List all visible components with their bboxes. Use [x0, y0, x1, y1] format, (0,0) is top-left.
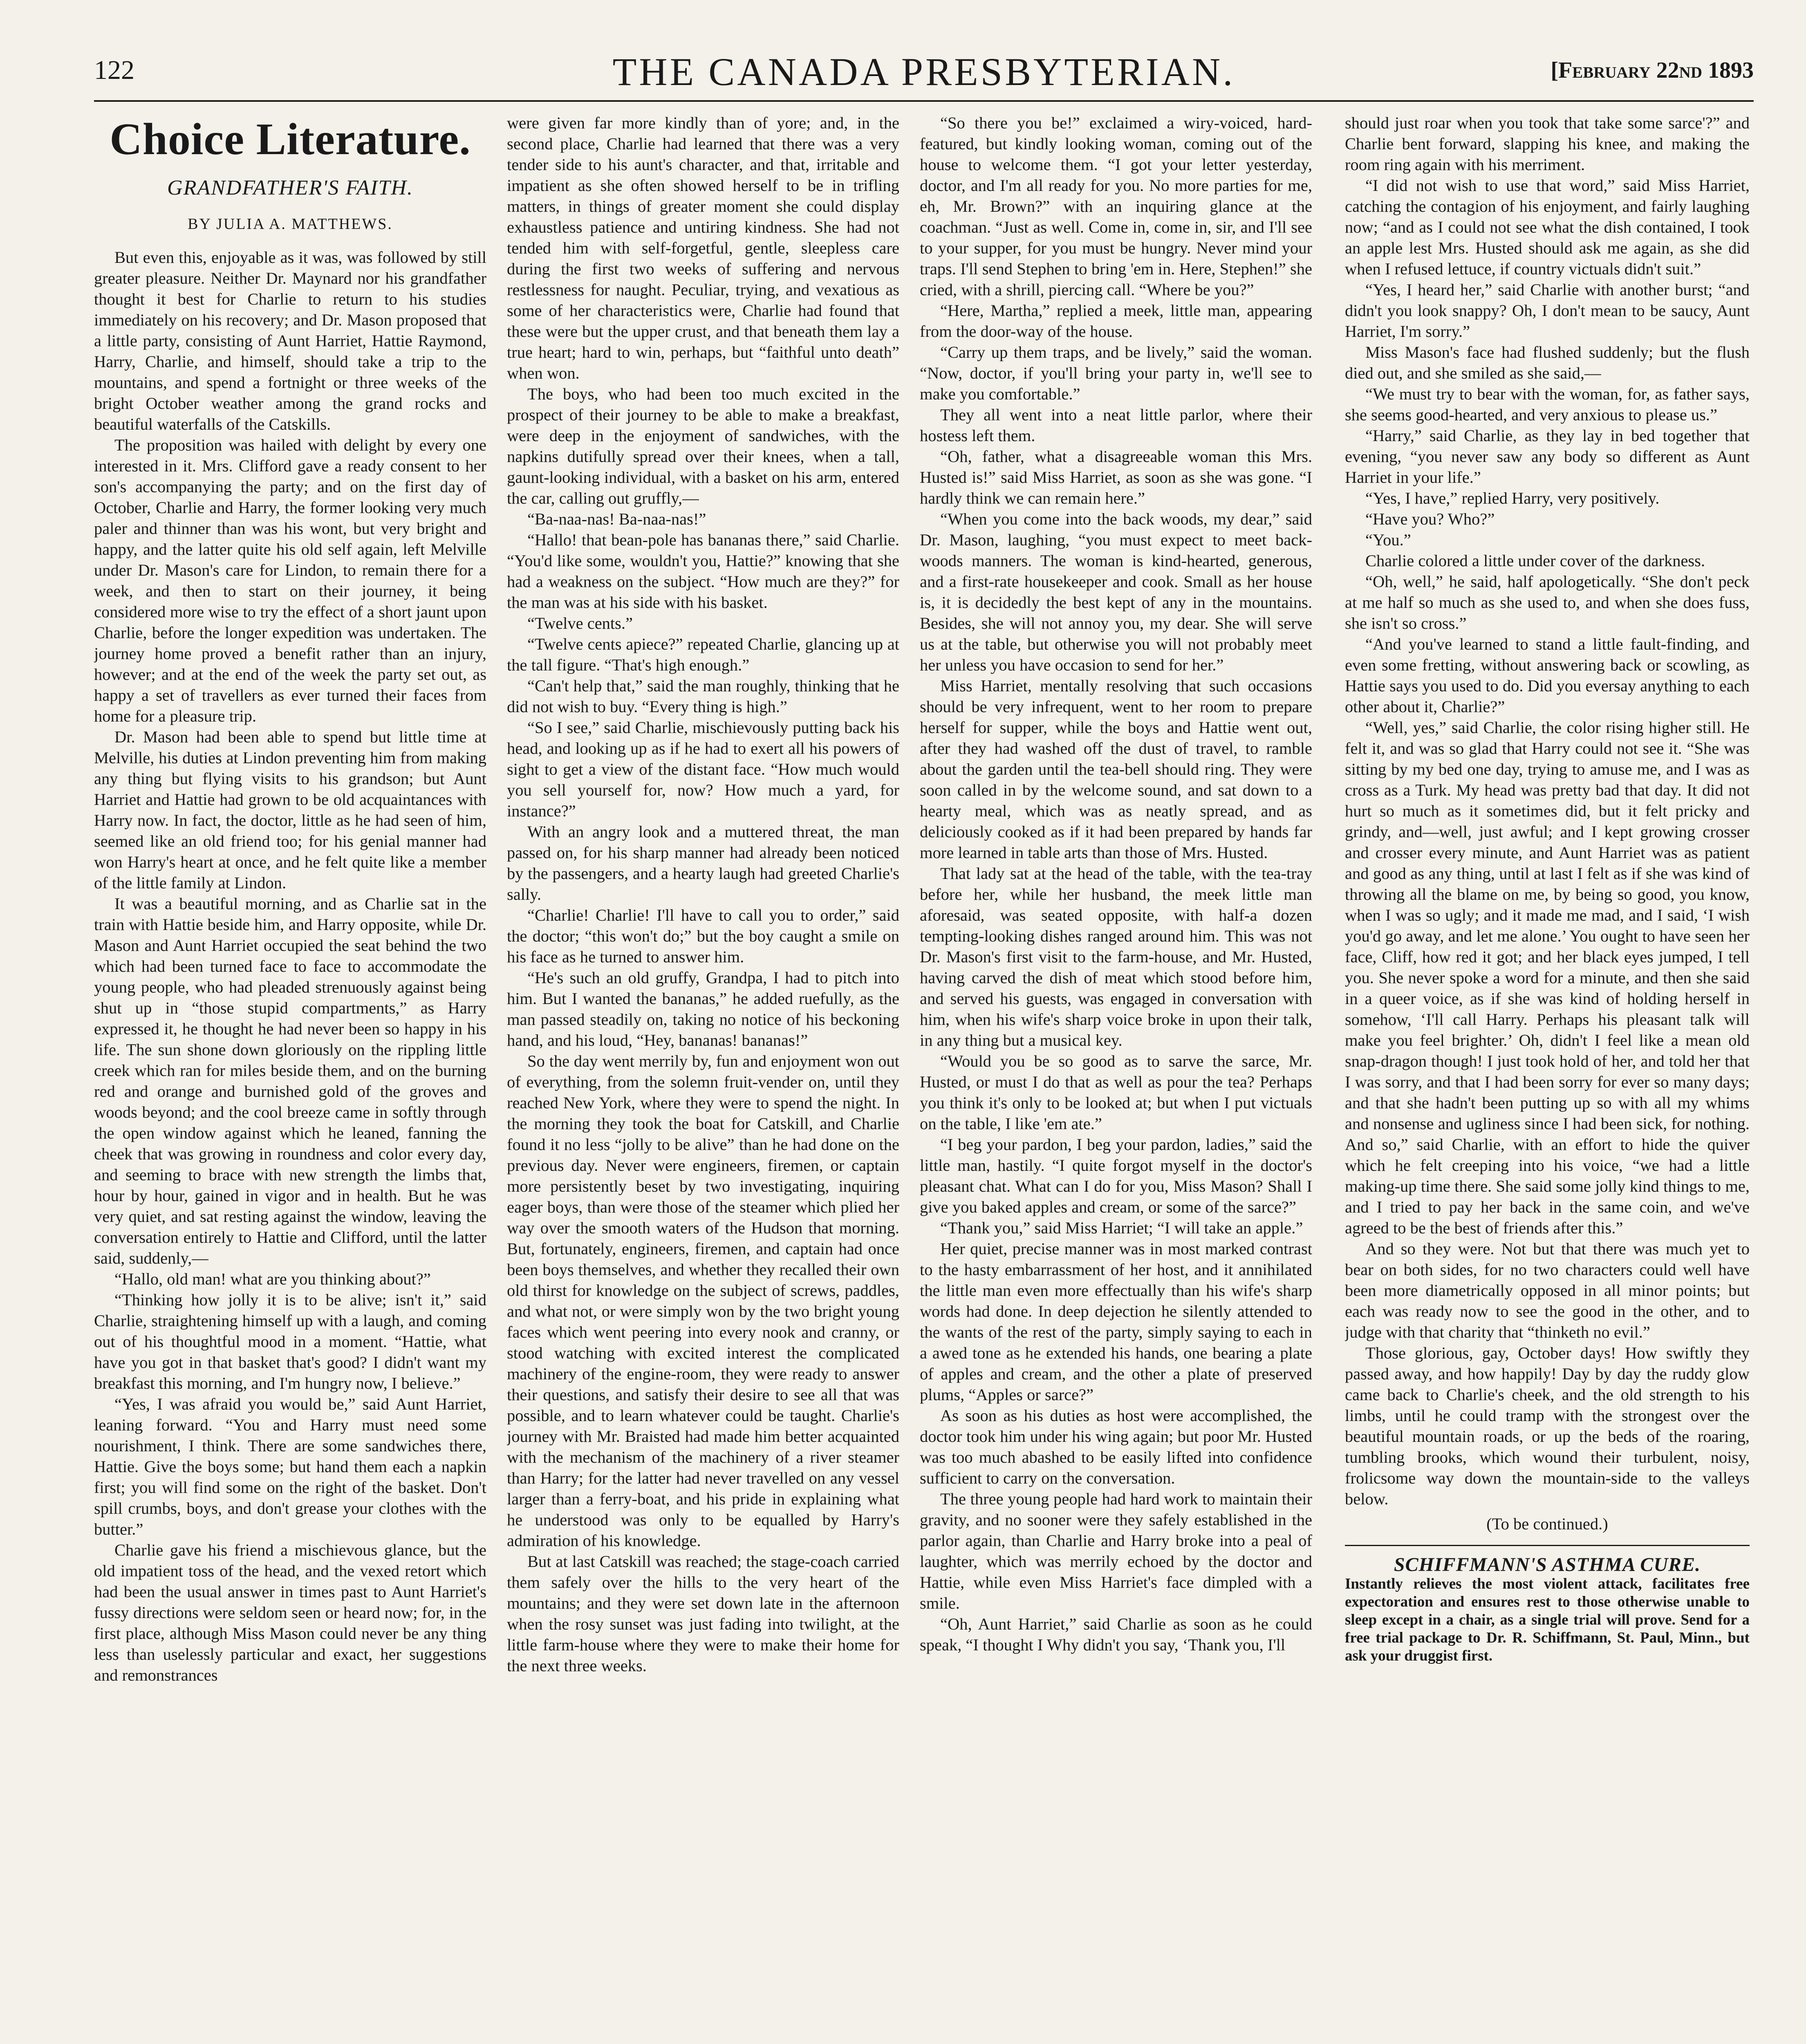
masthead-rule [94, 100, 1754, 102]
column-2 [507, 112, 899, 2044]
paragraph: As soon as his duties as host were accomplished, the doctor took him under his wing again; but poor Mr. Husted was too much abashed to be easily lifted into confidence sufficient to carry on the conversation. [920, 1406, 1312, 1487]
paragraph: “Would you be so good as to sarve the sarce, Mr. Husted, or must I do that as well as pour the tea? Perhaps you think it's only to be looked at; but when I put victuals on the table, I like 'em ate.” [920, 1052, 1312, 1133]
paragraph: The three young people had hard work to maintain their gravity, and no sooner were they safely established in the parlor again, than Charlie and Harry broke into a peal of laughter, which was merrily echoed by the doctor and Hattie, while even Miss Harriet's face dimpled with a smile. [920, 1490, 1312, 1612]
paragraph: With an angry look and a muttered threat, the man passed on, for his sharp manner had already been noticed by the passengers, and a hearty laugh had greeted Charlie's sally. [507, 823, 899, 903]
masthead [94, 49, 1754, 98]
paragraph: “Thinking how jolly it is to be alive; isn't it,” said Charlie, straightening himself up with a laugh, and coming out of his thoughtful mood in a moment. “Hattie, what have you got in that basket that's good? I didn't want my breakfast this morning, and I'm hungry now, I believe.” [94, 1291, 486, 1392]
paragraph: “Hallo! that bean-pole has bananas there,” said Charlie. “You'd like some, wouldn't you, Hattie?” knowing that she had a weakness on the subject. “How much are they?” for the man was at his side with his basket. [507, 531, 899, 612]
paragraph: “You.” [1365, 531, 1411, 549]
paragraph: The proposition was hailed with delight by every one interested in it. Mrs. Clifford gave a ready consent to her son's accompanying the party; and on the first day of October, Charlie and Harry, the former looking very much paler and thinner than was his wont, but very bright and happy, and the latter quite his old self again, left Melville under Dr. Mason's care for Lindon, to remain there for a week, and then to start on their journey, it being considered more wise to try the effect of a short jaunt upon Charlie, before the longer expedition was undertaken. The journey home proved a benefit rather than an injury, however; and at the end of the week the party set out, as happy a set of travellers as ever turned their faces from home for a pleasure trip. [94, 436, 486, 725]
to-be-continued: (To be continued.) [1486, 1515, 1608, 1533]
story-title: GRANDFATHER'S FAITH. [167, 176, 413, 199]
paragraph: The boys, who had been too much excited in the prospect of their journey to be able to make a breakfast, were deep in the enjoyment of sandwiches, with the napkins dutifully spread over their knees, when a tall, gaunt-looking individual, with a basket on his arm, entered the car, calling out gruffly,— [507, 385, 899, 507]
paragraph: Those glorious, gay, October days! How swiftly they passed away, and how happily! Day by day the ruddy glow came back to Charlie's cheek, and the old strength to his limbs, until he could tramp with the strongest over the beautiful mountain roads, or up the beds of the roaring, tumbling brooks, which wound their turbulent, noisy, frolicsome way down the mountain-side to the valleys below. [1345, 1344, 1750, 1508]
advert-title: SCHIFFMANN'S ASTHMA CURE. [1394, 1554, 1701, 1576]
column-3 [920, 112, 1312, 2044]
paragraph: But at last Catskill was reached; the stage-coach carried them safely over the hills to the very heart of the mountains; and they were set down late in the afternoon when the rosy sunset was just fading into twilight, at the little farm-house where they were to make their home for the next three weeks. [507, 1552, 899, 1675]
paragraph: “Charlie! Charlie! I'll have to call you to order,” said the doctor; “this won't do;” but the boy caught a smile on his face as he turned to answer him. [507, 906, 899, 966]
paragraph: But even this, enjoyable as it was, was followed by still greater pleasure. Neither Dr. Maynard nor his grandfather thought it best for Charlie to return to his studies immediately on his recovery; and Dr. Mason proposed that a little party, consisting of Aunt Harriet, Hattie Raymond, Harry, Charlie, and himself, should take a trip to the mountains, and spend a fortnight or three weeks of the bright October weather among the grand rocks and beautiful waterfalls of the Catskills. [94, 248, 486, 433]
paragraph: And so they were. Not but that there was much yet to bear on both sides, for no two characters could well have been more diametrically opposed in all minor points; but each was ready now to see the good in the other, and to judge with that charity that “thinketh no evil.” [1345, 1239, 1750, 1341]
story-byline: BY JULIA A. MATTHEWS. [188, 215, 393, 233]
paragraph: “I did not wish to use that word,” said Miss Harriet, catching the contagion of his enjoyment, and fairly laughing now; “and as I could not see what the dish contained, I took an apple lest Mrs. Husted should ask me again, as she did when I refused lettuce, if country victuals didn't suit.” [1345, 176, 1750, 278]
paragraph: Charlie colored a little under cover of the darkness. [1365, 551, 1705, 570]
column-1 [94, 112, 486, 2044]
paragraph: Miss Mason's face had flushed suddenly; but the flush died out, and she smiled as she said,— [1345, 343, 1750, 382]
advert-body: Instantly relieves the most violent attack, facilitates free expectoration and ensures rest to those otherwise unable to sleep except in a chair, as a single trial will prove. Send for a free trial package to Dr. R. Schiffmann, St. Paul, Minn., but ask your druggist first. [1345, 1576, 1750, 1664]
paragraph: Her quiet, precise manner was in most marked contrast to the hasty embarrassment of her host, and it annihilated the little man even more effectually than his wife's sharp words had done. In deep dejection he silently attended to the wants of the rest of the party, simply saying to each in a awed tone as he extended his hands, one bearing a plate of apples and cream, and the other a plate of preserved plums, “Apples or sarce?” [920, 1239, 1312, 1404]
paragraph: “Thank you,” said Miss Harriet; “I will take an apple.” [940, 1219, 1303, 1237]
paragraph: “And you've learned to stand a little fault-finding, and even some fretting, without answering back or scowling, as Hattie says you used to do. Did you eversay anything to each other about it, Charlie?” [1345, 635, 1750, 716]
paragraph: “Here, Martha,” replied a meek, little man, appearing from the door-way of the house. [920, 301, 1312, 341]
paragraph: were given far more kindly than of yore; and, in the second place, Charlie had learned that there was a very tender side to his aunt's character, and that, irritable and impatient as she often showed herself to be in trifling matters, in things of greater moment she could display exhaustless patience and untiring kindness. She had not tended him with self-forgetful, gentle, sleepless care during the first two weeks of suffering and nervous restlessness for naught. Peculiar, trying, and vexatious as some of her characteristics were, Charlie had found that these were but the upper crust, and that beneath them lay a true heart; hard to win, perhaps, but “faithful unto death” when won. [507, 114, 899, 382]
paragraph: “Can't help that,” said the man roughly, thinking that he did not wish to buy. “Every thing is high.” [507, 677, 899, 716]
paragraph: “Yes, I heard her,” said Charlie with another burst; “and didn't you look snappy? Oh, I don't mean to be saucy, Aunt Harriet, I'm sorry.” [1345, 280, 1750, 341]
paragraph: “Oh, Aunt Harriet,” said Charlie as soon as he could speak, “I thought I Why didn't you say, ‘Thank you, I'll [920, 1615, 1312, 1654]
paragraph: That lady sat at the head of the table, with the tea-tray before her, while her husband, the meek little man aforesaid, was seated opposite, with half-a dozen tempting-looking dishes ranged around him. This was not Dr. Mason's first visit to the farm-house, and Mr. Husted, having carved the dish of meat which stood before him, and served his guests, was engaged in conversation with him, when his wife's sharp voice broke in upon their talk, in any thing but a musical key. [920, 864, 1312, 1049]
paragraph: “Yes, I have,” replied Harry, very positively. [1365, 489, 1660, 507]
paragraph: So the day went merrily by, fun and enjoyment won out of everything, from the solemn fruit-vender on, until they reached New York, where they were to spend the night. In the morning they took the boat for Catskill, and Charlie found it no less “jolly to be alive” than he had done on the previous day. Never were engineers, firemen, or captain more persistently beset by two investigating, inquiring eager boys, than were those of the steamer which plied her way over the smooth waters of the Hudson that morning. But, fortunately, engineers, firemen, and captain had once been boys themselves, and whether they recalled their own old thirst for knowledge on the subject of screws, paddles, and what not, or were simply won by the two bright young faces which went peering into every nook and cranny, or stood watching with excited interest the complicated machinery of the engine-room, they were ready to answer their questions, and satisfy their desire to see all that was possible, and to learn whatever could be taught. Charlie's journey with Mr. Braisted had made him better acquainted with the mechanism of the machinery of a river steamer than Harry; for the latter had never travelled on any vessel larger than a ferry-boat, and his pride in explaining what he understood was only to be equalled by Harry's admiration of his knowledge. [507, 1052, 899, 1550]
page-number: 122 [94, 55, 134, 85]
newspaper-title: THE CANADA PRESBYTERIAN. [612, 50, 1235, 94]
paragraph: “He's such an old gruffy, Grandpa, I had to pitch into him. But I wanted the bananas,” he added ruefully, as the man passed steadily on, taking no notice of his beckoning hand, and his loud, “Hey, bananas! bananas!” [507, 968, 899, 1049]
paragraph: “Have you? Who?” [1365, 510, 1495, 528]
paragraph: “Oh, well,” he said, half apologetically. “She don't peck at me half so much as she used to, and when she does fuss, she isn't so cross.” [1345, 572, 1750, 632]
paragraph: “I beg your pardon, I beg your pardon, ladies,” said the little man, hastily. “I quite forgot myself in the doctor's pleasant chat. What can I do for you, Miss Mason? Shall I give you baked apples and cream, or some of the sarce?” [920, 1135, 1312, 1216]
paragraph: “So I see,” said Charlie, mischievously putting back his head, and looking up as if he had to exert all his powers of sight to get a view of the distant face. “How much would you sell yourself for, now? How much a yard, for instance?” [507, 718, 899, 820]
advert-rule [1345, 1545, 1750, 1546]
paragraph: should just roar when you took that take some sarce'?” and Charlie bent forward, slapping his knee, and making the room ring again with his merriment. [1345, 114, 1750, 174]
issue-date: [February 22nd 1893 [1551, 58, 1754, 83]
paragraph: “Twelve cents apiece?” repeated Charlie, glancing up at the tall figure. “That's high enough.” [507, 635, 899, 674]
paragraph: Miss Harriet, mentally resolving that such occasions should be very infrequent, went to her room to prepare herself for supper, while the boys and Hattie went out, after they had washed off the dust of travel, to ramble about the garden until the tea-bell should ring. They were soon called in by the welcome sound, and sat down to a hearty meal, which was as neatly spread, and as deliciously cooked as if it had been prepared by hands far more learned in table arts than those of Mrs. Husted. [920, 677, 1312, 862]
paragraph: “We must try to bear with the woman, for, as father says, she seems good-hearted, and very anxious to please us.” [1345, 385, 1750, 424]
paragraph: “Hallo, old man! what are you thinking about?” [114, 1270, 431, 1288]
paragraph: “Ba-naa-nas! Ba-naa-nas!” [527, 510, 706, 528]
paragraph: “Well, yes,” said Charlie, the color rising higher still. He felt it, and was so glad that Harry could not see it. “She was sitting by my bed one day, trying to amuse me, and I was as cross as a Turk. My head was pretty bad that day. It did not hurt so much as it sometimes did, but it felt pricky and grindy, and—well, just awful; and I kept growing crosser and crosser every minute, and Aunt Harriet was as patient and good as any thing, until at last I felt as if she was kind of throwing all the blame on me, by being so good, you know, when I was so ugly; and it made me mad, and I said, ‘I wish you'd go away, and let me alone.’ You ought to have seen her face, Cliff, how red it got; and her black eyes jumped, I tell you. She never spoke a word for a minute, and then she said in a queer voice, as if she was kind of holding herself in somehow, ‘I'll call Harry. Perhaps his pleasant talk will make you feel brighter.’ Oh, didn't I feel like a mean old snap-dragon though! I just took hold of her, and told her that I was sorry, and that I had been sorry for ever so many days; and that she hadn't been putting up so with all my whims and nonsense and ugliness since I had been sick, for nothing. And so,” said Charlie, with an effort to hide the quiver which he felt creeping into his voice, “we had a little making-up time there. She said some jolly kind things to me, and I tried to pay her back in the same coin, and we've agreed to be the best of friends after this.” [1345, 718, 1750, 1237]
paragraph: “Twelve cents.” [527, 614, 633, 632]
paragraph: They all went into a neat little parlor, where their hostess left them. [920, 406, 1312, 445]
paragraph: “When you come into the back woods, my dear,” said Dr. Mason, laughing, “you must expect to meet back-woods manners. The woman is kind-hearted, generous, and a first-rate housekeeper and cook. Small as her house is, it is decidedly the best kept of any in the mountains. Besides, she will not annoy you, my dear. She will serve us at the table, but otherwise you will not probably meet her unless you have occasion to send for her.” [920, 510, 1312, 674]
section-heading: Choice Literature. [110, 114, 471, 164]
column-4 [1345, 112, 1750, 2044]
paragraph: “Oh, father, what a disagreeable woman this Mrs. Husted is!” said Miss Harriet, as soon as she was gone. “I hardly think we can remain here.” [920, 447, 1312, 507]
paragraph: “Harry,” said Charlie, as they lay in bed together that evening, “you never saw any body so different as Aunt Harriet in your life.” [1345, 426, 1750, 486]
paragraph: “So there you be!” exclaimed a wiry-voiced, hard-featured, but kindly looking woman, coming out of the house to welcome them. “I got your letter yesterday, doctor, and I'm all ready for you. No more parties for me, eh, Mr. Brown?” with an inquiring glance at the coachman. “Just as well. Come in, come in, sir, and I'll see to your supper, for you must be hungry. Never mind your traps. I'll send Stephen to bring 'em in. Here, Stephen!” she cried, with a shrill, piercing call. “Where be you?” [920, 114, 1312, 299]
paragraph: Dr. Mason had been able to spend but little time at Melville, his duties at Lindon preventing him from making any thing but flying visits to his grandson; but Aunt Harriet and Hattie had grown to be old acquaintances with Harry now. In fact, the doctor, little as he had seen of him, seemed like an old friend too; for his genial manner had won Harry's heart at once, and he felt quite like a member of the little family at Lindon. [94, 728, 486, 892]
paragraph: “Yes, I was afraid you would be,” said Aunt Harriet, leaning forward. “You and Harry must need some nourishment, I think. There are some sandwiches there, Hattie. Give the boys some; but hand them each a napkin first; you will find some on the right of the basket. Don't spill crumbs, boys, and don't grease your clothes with the butter.” [94, 1395, 486, 1538]
paragraph: It was a beautiful morning, and as Charlie sat in the train with Hattie beside him, and Harry opposite, while Dr. Mason and Aunt Harriet occupied the seat behind the two which had been turned face to face to accommodate the young people, who had pleaded strenuously against being shut up in “those stupid compartments,” as Harry expressed it, he thought he had never been so happy in his life. The sun shone down gloriously on the rippling little creek which ran for miles beside them, and on the burning red and orange and burnished gold of the groves and woods beyond; and the cool breeze came in softly through the open window against which he leaned, fanning the cheek that was growing in roundness and color every day, and seeming to brace with new strength the limbs that, hour by hour, gained in vigor and in health. But he was very quiet, and sat resting against the window, leaving the conversation entirely to Hattie and Clifford, until the latter said, suddenly,— [94, 894, 486, 1267]
paragraph: “Carry up them traps, and be lively,” said the woman. “Now, doctor, if you'll bring your party in, we'll see to make you comfortable.” [920, 343, 1312, 403]
paragraph: Charlie gave his friend a mischievous glance, but the old impatient toss of the head, and the vexed retort which had been the usual answer in times past to Aunt Harriet's fussy directions were seldom seen or heard now; for, in the first place, although Miss Mason could never be any thing less than uselessly particular and exact, her suggestions and remonstrances [94, 1541, 486, 1684]
